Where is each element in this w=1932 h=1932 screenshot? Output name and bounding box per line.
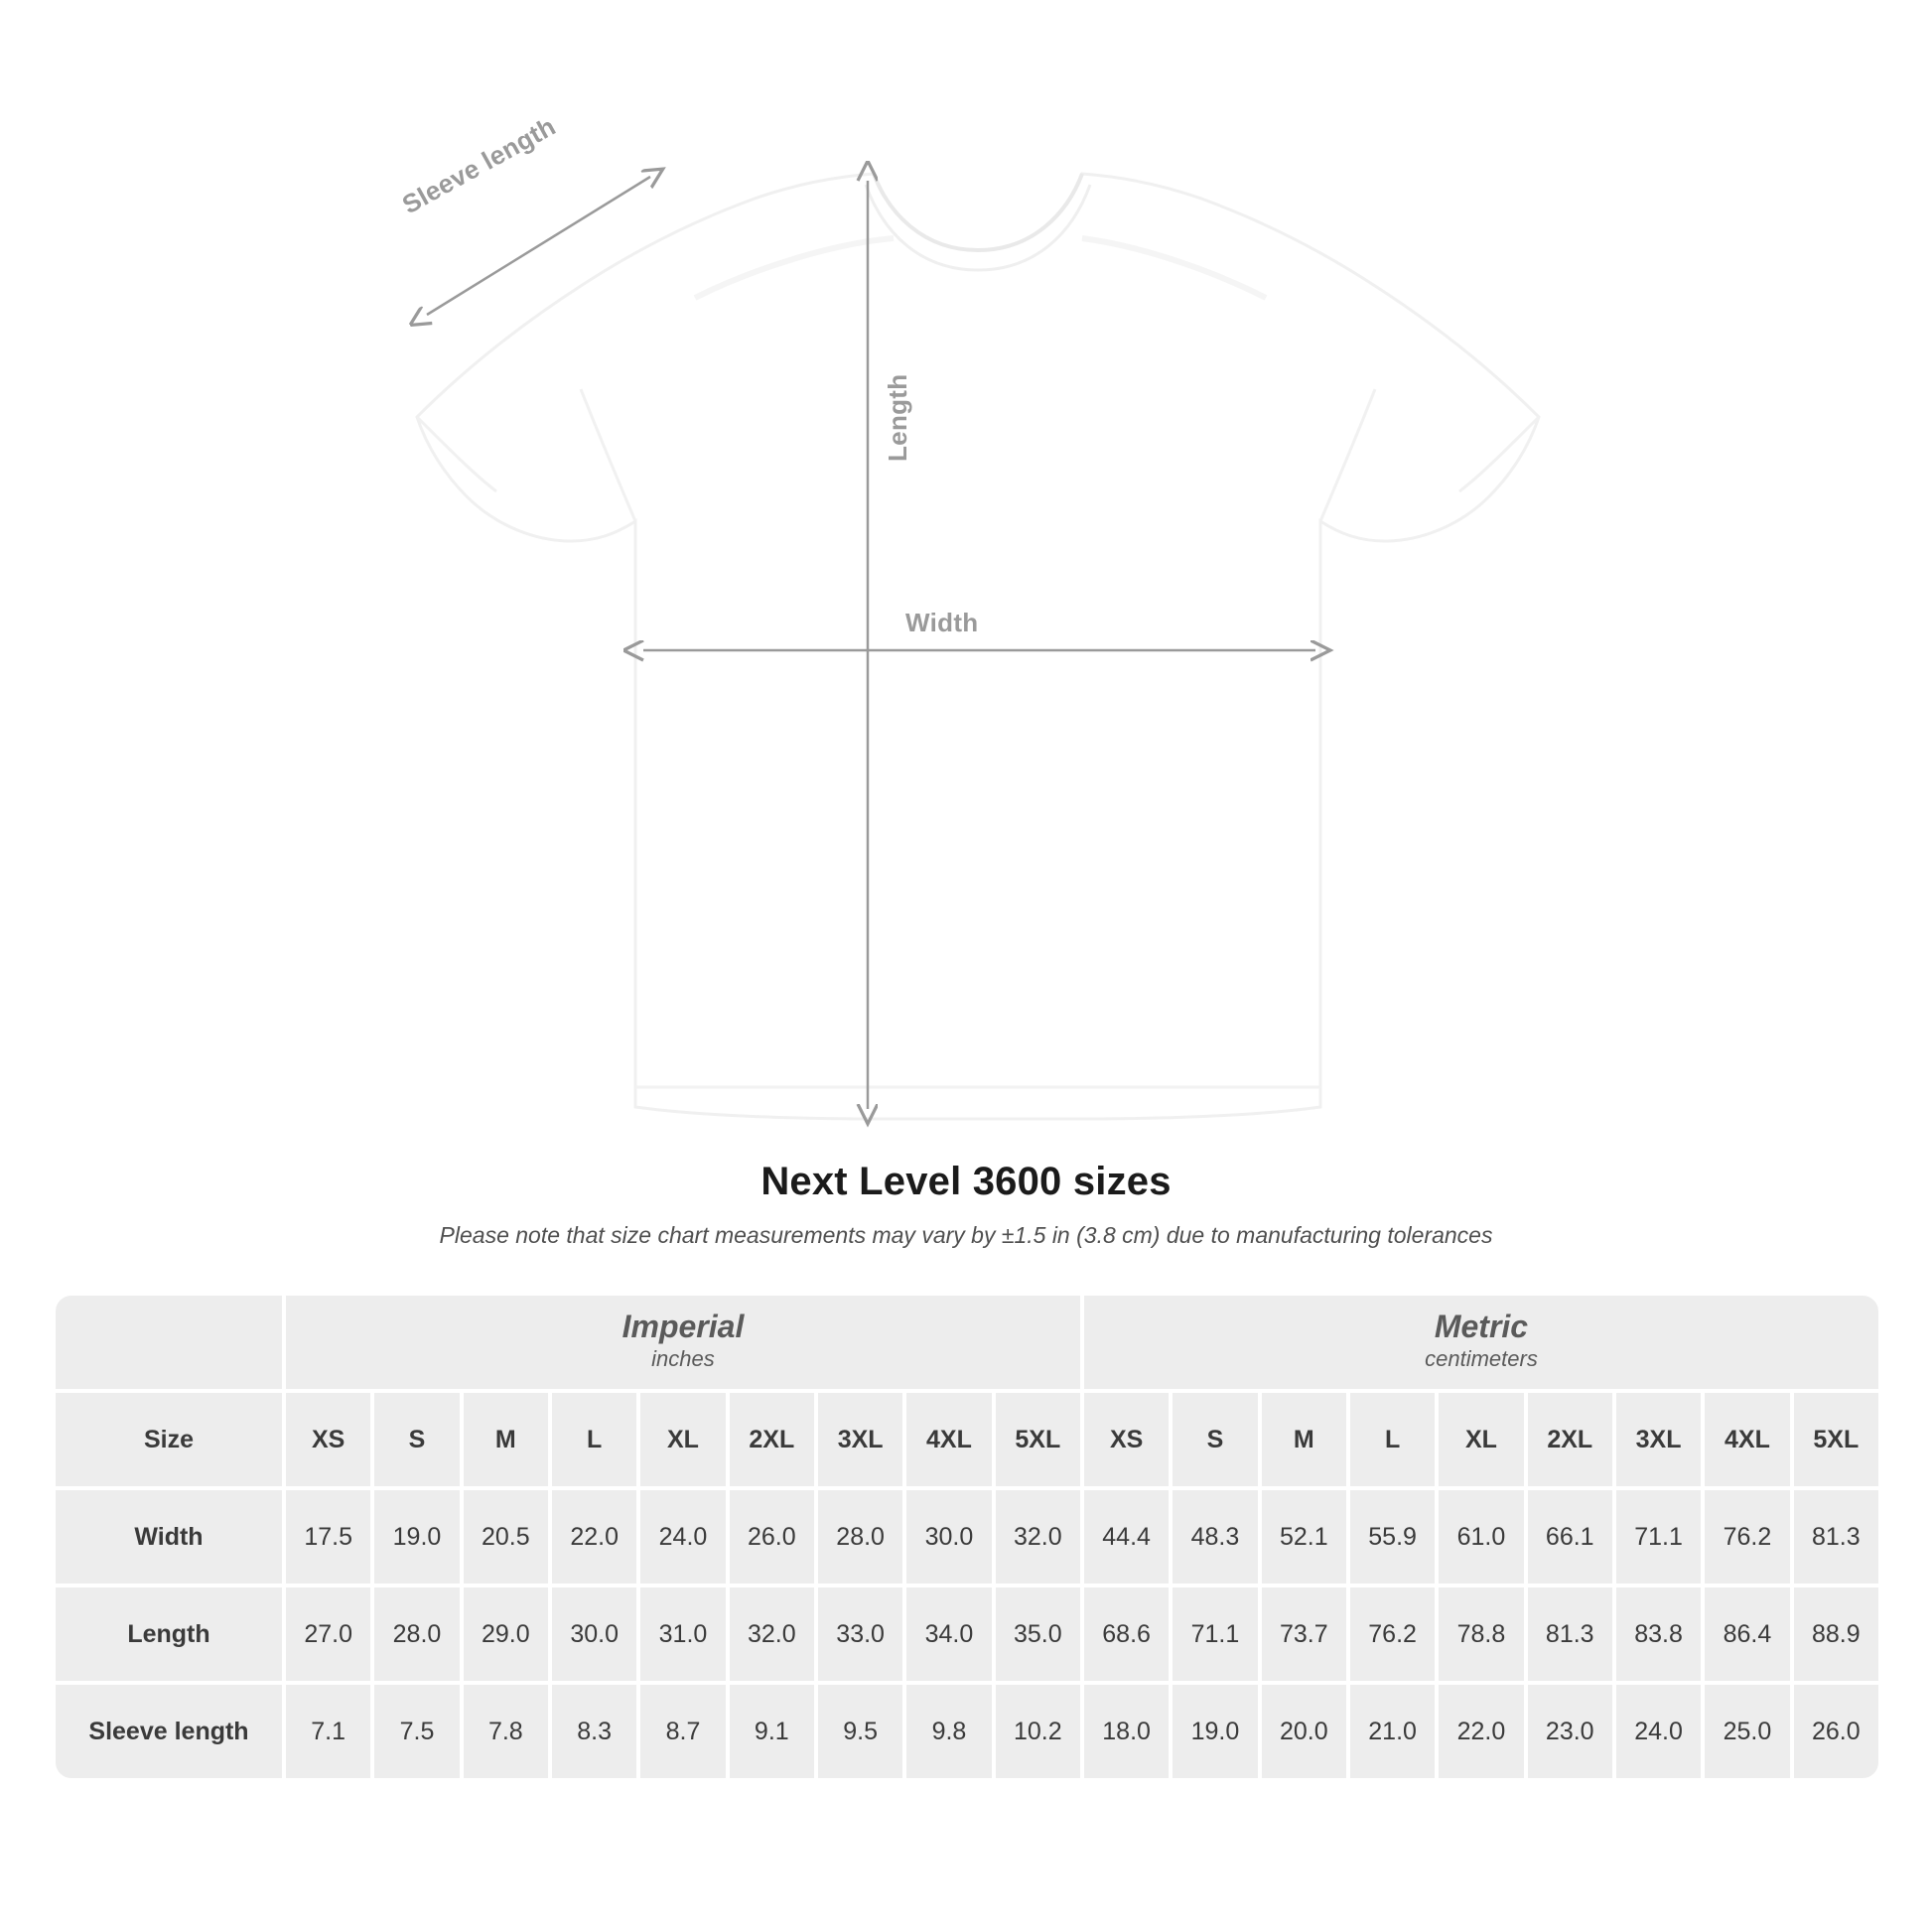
size-header-3xl-imperial: 3XL (816, 1391, 904, 1488)
cell-length-2: 29.0 (462, 1586, 550, 1683)
cell-sleeve-1: 7.5 (372, 1683, 461, 1780)
cell-width-15: 71.1 (1614, 1488, 1703, 1586)
cell-width-1: 19.0 (372, 1488, 461, 1586)
cell-length-15: 83.8 (1614, 1586, 1703, 1683)
size-header-2xl-metric: 2XL (1526, 1391, 1614, 1488)
cell-sleeve-2: 7.8 (462, 1683, 550, 1780)
table-corner-cell (54, 1294, 284, 1391)
cell-sleeve-7: 9.8 (904, 1683, 993, 1780)
size-header-xs-imperial: XS (284, 1391, 372, 1488)
cell-length-6: 33.0 (816, 1586, 904, 1683)
shirt-outline (417, 174, 1539, 1119)
width-dimension-label: Width (905, 608, 979, 637)
size-header-4xl-imperial: 4XL (904, 1391, 993, 1488)
size-header-xs-metric: XS (1082, 1391, 1171, 1488)
sleeve-length-dimension-label: Sleeve length (397, 110, 561, 220)
cell-sleeve-15: 24.0 (1614, 1683, 1703, 1780)
cell-length-0: 27.0 (284, 1586, 372, 1683)
cell-sleeve-12: 21.0 (1348, 1683, 1437, 1780)
tolerance-note: Please note that size chart measurements may vary by ±1.5 in (3.8 cm) due to manufacturing tolerances (439, 1222, 1493, 1248)
cell-length-11: 73.7 (1260, 1586, 1348, 1683)
cell-sleeve-5: 9.1 (728, 1683, 816, 1780)
cell-length-1: 28.0 (372, 1586, 461, 1683)
size-header-s-metric: S (1171, 1391, 1259, 1488)
cell-sleeve-9: 18.0 (1082, 1683, 1171, 1780)
cell-width-12: 55.9 (1348, 1488, 1437, 1586)
cell-length-9: 68.6 (1082, 1586, 1171, 1683)
cell-width-0: 17.5 (284, 1488, 372, 1586)
size-header-5xl-imperial: 5XL (994, 1391, 1082, 1488)
cell-sleeve-6: 9.5 (816, 1683, 904, 1780)
cell-sleeve-17: 26.0 (1792, 1683, 1880, 1780)
size-header-xl-metric: XL (1437, 1391, 1525, 1488)
cell-width-17: 81.3 (1792, 1488, 1880, 1586)
length-dimension-label: Length (883, 373, 912, 462)
size-header-m-imperial: M (462, 1391, 550, 1488)
unit-system-row (54, 1294, 1880, 1391)
cell-width-13: 61.0 (1437, 1488, 1525, 1586)
page-title: Next Level 3600 sizes (760, 1160, 1172, 1203)
metric-unit: centimeters (1425, 1346, 1538, 1372)
size-header-m-metric: M (1260, 1391, 1348, 1488)
table-row (54, 1683, 1880, 1780)
cell-length-16: 86.4 (1703, 1586, 1791, 1683)
size-table-wrapper (54, 1294, 1880, 1780)
cell-length-14: 81.3 (1526, 1586, 1614, 1683)
size-header-4xl-metric: 4XL (1703, 1391, 1791, 1488)
cell-sleeve-8: 10.2 (994, 1683, 1082, 1780)
cell-length-4: 31.0 (638, 1586, 727, 1683)
row-label-width: Width (54, 1488, 284, 1586)
row-label-length: Length (54, 1586, 284, 1683)
cell-sleeve-3: 8.3 (550, 1683, 638, 1780)
imperial-header-cell (284, 1294, 1082, 1391)
cell-length-7: 34.0 (904, 1586, 993, 1683)
imperial-title: Imperial (621, 1309, 745, 1344)
size-table (54, 1294, 1880, 1780)
cell-width-16: 76.2 (1703, 1488, 1791, 1586)
table-row (54, 1586, 1880, 1683)
cell-width-11: 52.1 (1260, 1488, 1348, 1586)
cell-sleeve-10: 19.0 (1171, 1683, 1259, 1780)
size-header-5xl-metric: 5XL (1792, 1391, 1880, 1488)
cell-length-8: 35.0 (994, 1586, 1082, 1683)
title-block (0, 1160, 1932, 1249)
cell-width-4: 24.0 (638, 1488, 727, 1586)
cell-length-13: 78.8 (1437, 1586, 1525, 1683)
size-header-l-imperial: L (550, 1391, 638, 1488)
cell-length-12: 76.2 (1348, 1586, 1437, 1683)
cell-sleeve-13: 22.0 (1437, 1683, 1525, 1780)
cell-width-3: 22.0 (550, 1488, 638, 1586)
size-header-l-metric: L (1348, 1391, 1437, 1488)
cell-sleeve-11: 20.0 (1260, 1683, 1348, 1780)
cell-width-6: 28.0 (816, 1488, 904, 1586)
cell-sleeve-4: 8.7 (638, 1683, 727, 1780)
cell-length-5: 32.0 (728, 1586, 816, 1683)
size-header-label: Size (54, 1391, 284, 1488)
table-row (54, 1488, 1880, 1586)
size-header-s-imperial: S (372, 1391, 461, 1488)
cell-width-10: 48.3 (1171, 1488, 1259, 1586)
cell-sleeve-16: 25.0 (1703, 1683, 1791, 1780)
cell-width-9: 44.4 (1082, 1488, 1171, 1586)
cell-length-17: 88.9 (1792, 1586, 1880, 1683)
metric-header-cell (1082, 1294, 1880, 1391)
imperial-unit: inches (651, 1346, 715, 1372)
size-header-xl-imperial: XL (638, 1391, 727, 1488)
cell-length-3: 30.0 (550, 1586, 638, 1683)
cell-width-14: 66.1 (1526, 1488, 1614, 1586)
cell-sleeve-14: 23.0 (1526, 1683, 1614, 1780)
cell-width-5: 26.0 (728, 1488, 816, 1586)
size-header-row (54, 1391, 1880, 1488)
size-header-2xl-imperial: 2XL (728, 1391, 816, 1488)
cell-sleeve-0: 7.1 (284, 1683, 372, 1780)
cell-width-7: 30.0 (904, 1488, 993, 1586)
row-label-sleeve-length: Sleeve length (54, 1683, 284, 1780)
cell-length-10: 71.1 (1171, 1586, 1259, 1683)
metric-title: Metric (1434, 1309, 1529, 1344)
cell-width-8: 32.0 (994, 1488, 1082, 1586)
size-header-3xl-metric: 3XL (1614, 1391, 1703, 1488)
cell-width-2: 20.5 (462, 1488, 550, 1586)
